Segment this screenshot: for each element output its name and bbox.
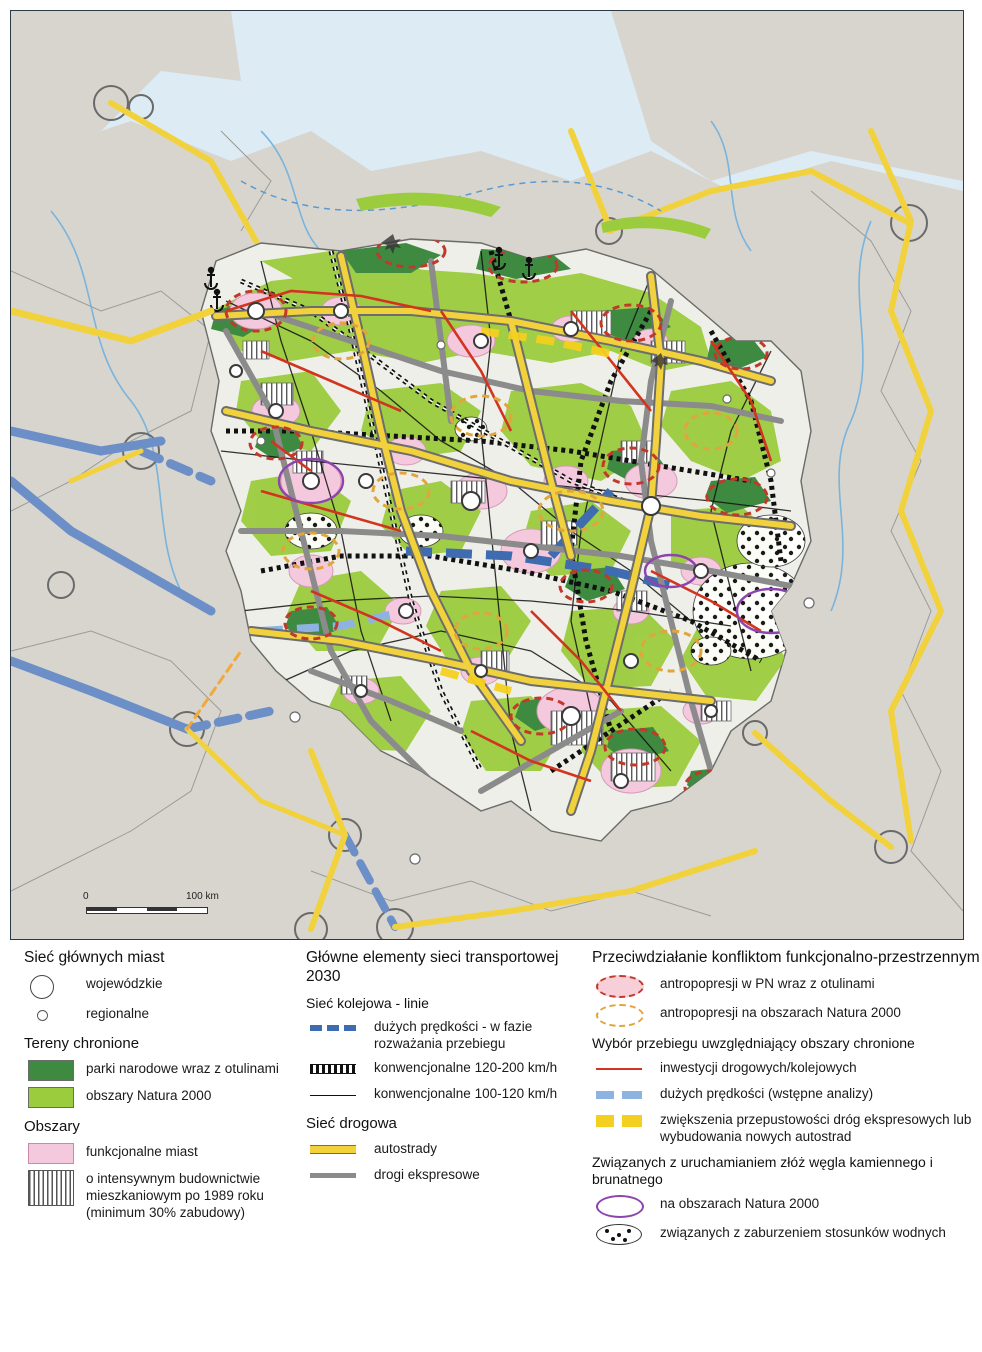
legend-item-functional-urban [24,1143,289,1164]
legend-title-areas: Obszary [24,1118,80,1136]
legend-item-anthropopressure-np [592,975,980,998]
yellow-dash-icon [596,1115,642,1127]
map-figure [10,10,964,940]
legend-item-expressway [306,1166,586,1186]
legend-label: zwiększenia przepustowości dróg ekspresowych lub wybudowania nowych autostrad [660,1111,972,1144]
red-line-icon [596,1068,642,1070]
swatch-national-park-icon [28,1060,74,1081]
circle-small-icon [37,1010,48,1021]
swatch-hatched-icon [28,1170,74,1206]
legend-item-motorway [306,1140,586,1160]
scale-bar-graphic [86,907,208,914]
legend-item-anthropopressure-n2000 [592,1004,980,1027]
legend-item-national-park [24,1060,289,1081]
map-canvas [11,11,963,939]
legend-label: drogi ekspresowe [374,1166,480,1182]
legend-column-conflicts [592,948,980,1251]
legend-item-highspeed-preanalysis [592,1085,980,1105]
legend-label: o intensywnym budownictwie mieszkaniowym po 1989 roku (minimum 30% zabudowy) [86,1170,264,1220]
legend-label: związanych z zaburzeniem stosunków wodnych [660,1224,946,1240]
legend-item-intensive-housing [24,1170,289,1222]
map-legend [10,948,980,1344]
legend-title-coal: Związanych z uruchamianiem złóż węgla kamiennego i brunatnego [592,1153,933,1188]
purple-ellipse-icon [596,1195,644,1218]
legend-label: wojewódzkie [86,976,163,992]
legend-label: funkcjonalne miast [86,1143,198,1159]
scale-distance-label: 100 km [186,891,219,902]
thin-black-line-icon [310,1095,356,1096]
scale-zero-label: 0 [83,891,89,902]
legend-label: antropopresji na obszarach Natura 2000 [660,1005,901,1021]
legend-title-cities: Sieć głównych miast [24,949,165,966]
legend-label: inwestycji drogowych/kolejowych [660,1059,857,1075]
legend-label: dużych prędkości - w fazie rozważania przebiegu [374,1019,533,1052]
motorway-line-icon [310,1145,356,1154]
dotted-black-line-icon [310,1064,356,1074]
dashed-blue-line-icon [310,1025,356,1031]
circle-large-icon [30,975,54,999]
red-dashed-ellipse-icon [596,975,644,998]
swatch-functional-urban-icon [28,1143,74,1164]
legend-label: regionalne [86,1006,150,1022]
legend-title-protected: Tereny chronione [24,1035,140,1053]
legend-label: dużych prędkości (wstępne analizy) [660,1085,874,1101]
legend-column-transport [306,948,586,1192]
map-scale-bar [83,891,236,923]
legend-label: antropopresji w PN wraz z otulinami [660,976,875,992]
swatch-natura2000-icon [28,1087,74,1108]
legend-label: na obszarach Natura 2000 [660,1195,820,1211]
expressway-line-icon [310,1173,356,1178]
legend-title-route-choice: Wybór przebiegu uwzględniający obszary chronione [592,1035,915,1052]
legend-item-rail-100-120 [306,1085,586,1105]
legend-item-water-disturbance [592,1224,980,1245]
legend-item-coal-natura2000 [592,1195,980,1218]
legend-item-capacity-increase [592,1111,980,1146]
legend-item-natura2000 [24,1087,289,1108]
legend-title-transport: Główne elementy sieci transportowej 2030 [306,949,559,986]
blue-dash-icon [596,1091,642,1099]
legend-title-conflicts: Przeciwdziałanie konfliktom funkcjonalno-przestrzennym [592,949,980,966]
dotted-ellipse-icon [596,1224,642,1245]
legend-item-highspeed-rail [306,1018,586,1053]
legend-label: parki narodowe wraz z otulinami [86,1061,279,1077]
legend-column-cities-areas [24,948,289,1228]
legend-label: konwencjonalne 100-120 km/h [374,1086,558,1101]
orange-dashed-ellipse-icon [596,1004,644,1027]
legend-item-regional-city [24,1005,289,1025]
legend-title-roads: Sieć drogowa [306,1115,397,1132]
legend-item-rail-120-200 [306,1059,586,1079]
legend-item-voivodeship-city [24,975,289,999]
legend-label: autostrady [374,1140,438,1156]
map-graphic [11,11,963,939]
legend-label: obszary Natura 2000 [86,1088,212,1104]
legend-label: konwencjonalne 120-200 km/h [374,1060,558,1075]
legend-item-road-rail-investment [592,1059,980,1079]
legend-title-rail: Sieć kolejowa - linie [306,994,429,1011]
